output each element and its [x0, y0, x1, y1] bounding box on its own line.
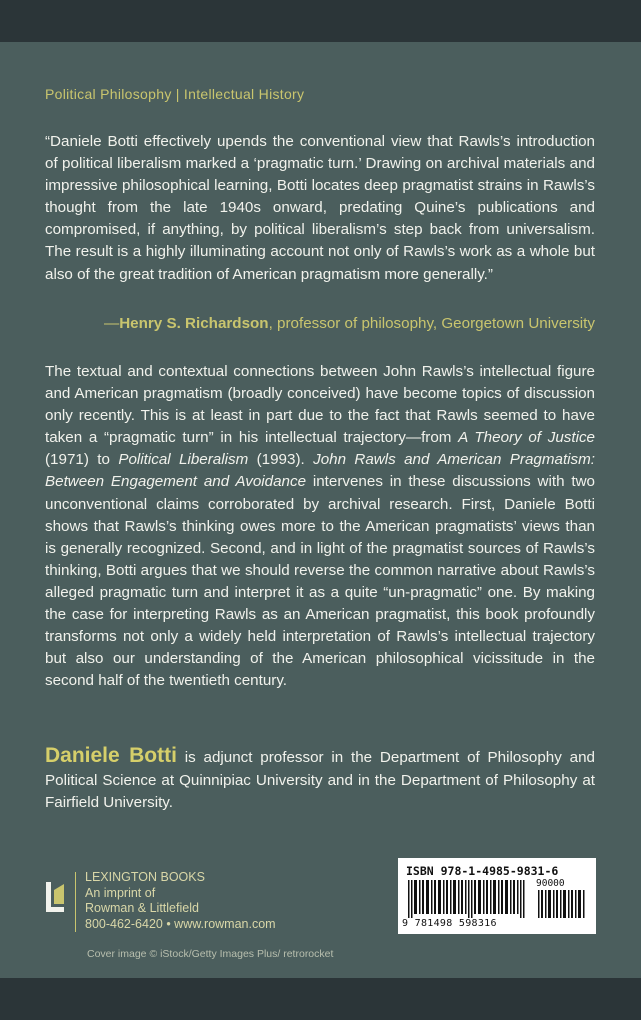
description-part-4: intervenes in these discussions with two unconventional claims corroborated by archival research. First, Daniele Botti shows that Rawls’s thinking owes more to the American pragmatists’ views than is generally recognized. Second, and in light of the pragmatist sources of Rawls’s thinking, Botti argues that we should reverse the common narrative about Rawls’s alleged pragmatic turn and interpret it as a quite “un-pragmatic” one. By making the case for interpreting Rawls as an American pragmatist, this book profoundly transforms not only a widely held interpretation of Rawls’s intellectual trajectory but also our understanding of the American philosophical vicissitude in the second half of the twentieth century.	[45, 473, 595, 690]
cover-image-credit: Cover image © iStock/Getty Images Plus/ retrorocket	[87, 948, 334, 960]
publisher-imprint: An imprint of	[85, 885, 156, 900]
author-bio	[45, 745, 595, 815]
top-band	[0, 0, 641, 42]
category-label: Political Philosophy | Intellectual History	[45, 86, 305, 102]
description-part-2: (1971) to	[45, 451, 119, 469]
description-title-1: A Theory of Justice	[458, 429, 595, 447]
description-title-2: Political Liberalism	[118, 451, 249, 469]
book-description	[45, 361, 595, 692]
endorser-role: , professor of philosophy, Georgetown University	[268, 315, 595, 332]
isbn-barcode	[398, 858, 596, 934]
publisher-name: LEXINGTON BOOKS	[85, 870, 205, 884]
attribution-dash: —	[104, 315, 120, 332]
description-part-1: The textual and contextual connections between John Rawls’s intellectual figure and American pragmatism (broadly conceived) have become topics of discussion only recently. This is at least in part due to the fact that Rawls seemed to have taken a “pragmatic turn” in his intellectual trajectory—from	[45, 363, 595, 447]
description-part-3: (1993).	[248, 451, 314, 469]
endorser-name: Henry S. Richardson	[119, 315, 269, 332]
author-bio-text: is adjunct professor in the Department of Philosophy and Political Science at Quinnipiac University and in the Department of Philosophy at Fairfield University.	[45, 749, 595, 811]
bottom-band	[0, 978, 641, 1020]
endorsement-attribution	[45, 315, 595, 332]
lexington-books-logo-icon	[42, 880, 68, 914]
endorsement-quote: “Daniele Botti effectively upends the conventional view that Rawls’s introduction of political liberalism marked a ‘pragmatic turn.’ Drawing on archival materials and impressive philosophical learning, Botti locates deep pragmatist strains in Rawls’s thought from the late 1940s onward, predating Quine’s publications and compromised, if anything, by political liberalism’s step back from universalism. The result is a highly illuminating account not only of Rawls’s work as a whole but also of the great tradition of American pragmatism more generally.”	[45, 133, 595, 283]
barcode-addon: 90000	[536, 878, 565, 889]
isbn-number: ISBN 978-1-4985-9831-6	[406, 864, 559, 878]
publisher-block	[85, 870, 276, 933]
barcode-digits: 9 781498 598316	[402, 918, 497, 929]
description-title-3: John Rawls and American Pragmatism: Between Engagement and Avoidance	[45, 451, 596, 491]
publisher-parent: Rowman & Littlefield	[85, 901, 199, 916]
publisher-divider	[75, 872, 76, 932]
author-name: Daniele Botti	[45, 744, 177, 767]
publisher-contact: 800-462-6420 • www.rowman.com	[85, 917, 276, 932]
